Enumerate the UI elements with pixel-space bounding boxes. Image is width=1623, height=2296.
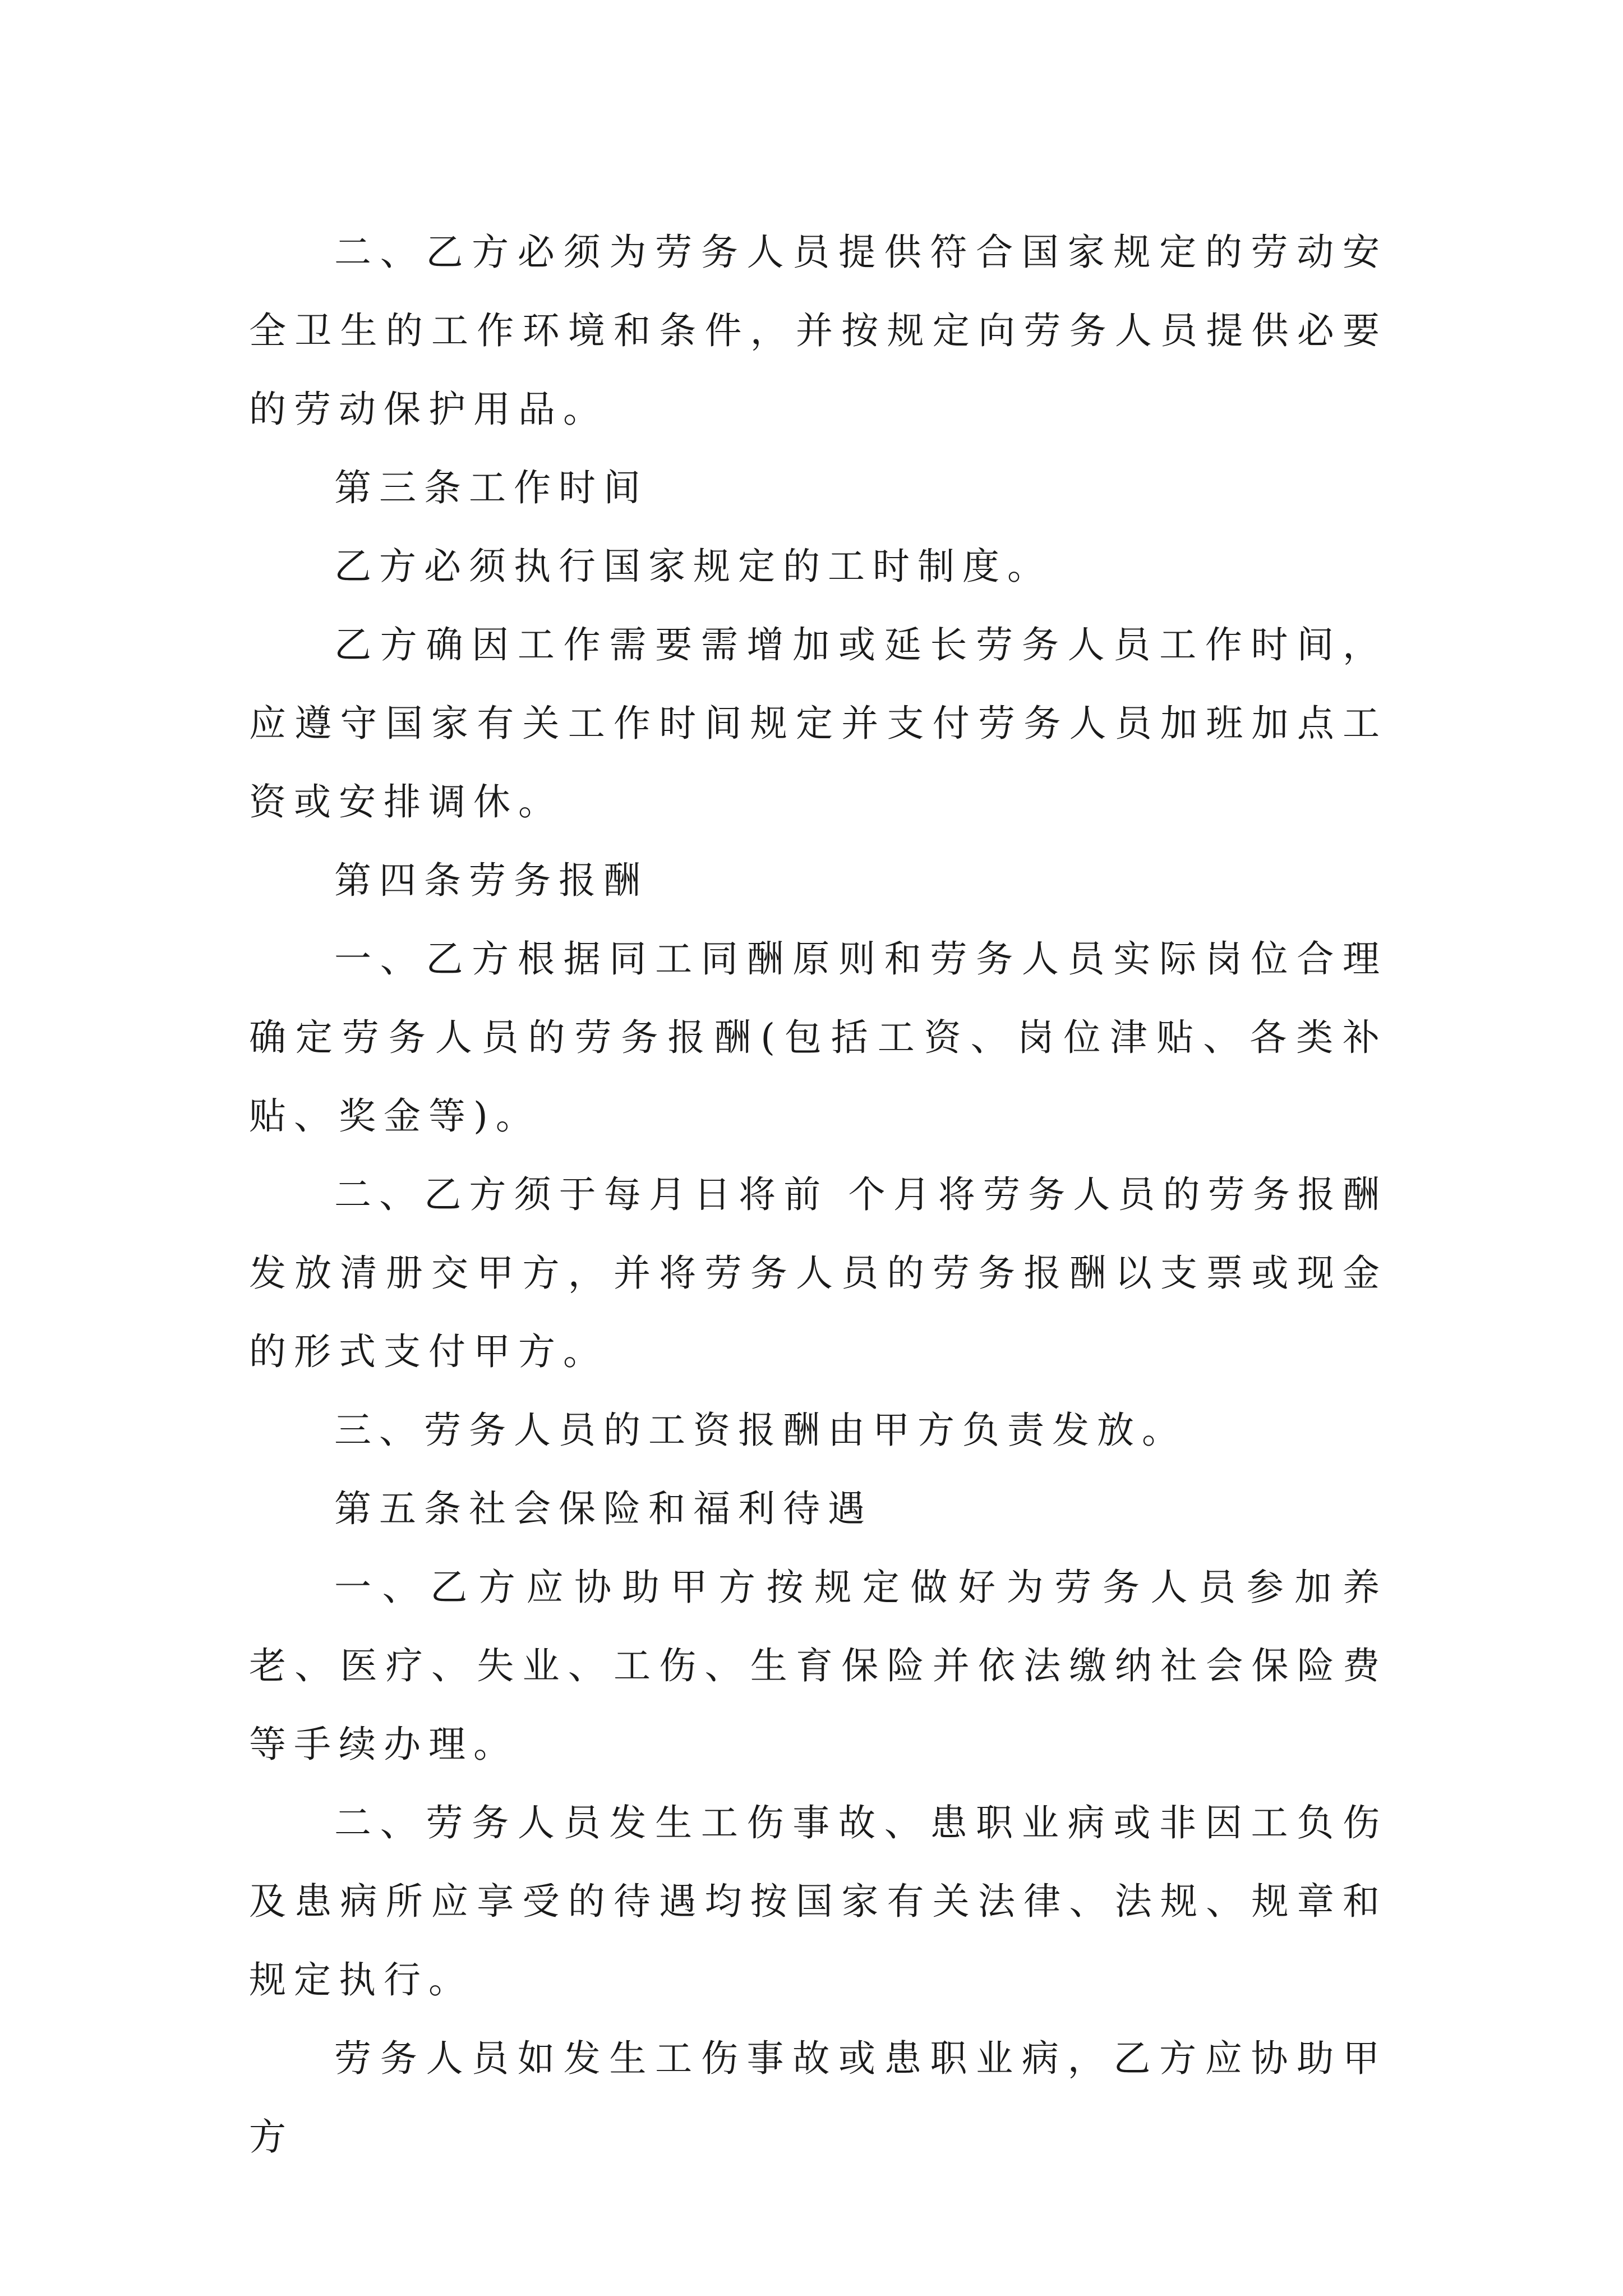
paragraph-insurance-2: 二、劳务人员发生工伤事故、患职业病或非因工负伤及患病所应享受的待遇均按国家有关法律、法规、规章和规定执行。	[249, 1801, 1387, 2001]
paragraph-working-hours: 乙方必须执行国家规定的工时制度。	[334, 545, 1052, 588]
heading-article-3: 第三条工作时间	[334, 466, 648, 509]
paragraph-insurance-1: 一、乙方应协助甲方按规定做好为劳务人员参加养老、医疗、失业、工伤、生育保险并依法缴纳社会保险费等手续办理。	[249, 1566, 1387, 1766]
paragraph-remuneration-1: 一、乙方根据同工同酬原则和劳务人员实际岗位合理确定劳务人员的劳务报酬(包括工资、岗位津贴、各类补贴、奖金等)。	[249, 937, 1387, 1138]
paragraph-remuneration-2: 二、乙方须于每月日将前 个月将劳务人员的劳务报酬发放清册交甲方，并将劳务人员的劳务报酬以支票或现金的形式支付甲方。	[249, 1173, 1387, 1373]
paragraph-safety-conditions: 二、乙方必须为劳务人员提供符合国家规定的劳动安全卫生的工作环境和条件，并按规定向劳务人员提供必要的劳动保护用品。	[249, 231, 1387, 431]
paragraph-overtime: 乙方确因工作需要需增加或延长劳务人员工作时间，应遵守国家有关工作时间规定并支付劳务人员加班加点工资或安排调休。	[249, 623, 1387, 823]
heading-article-4: 第四条劳务报酬	[334, 859, 648, 902]
heading-article-5: 第五条社会保险和福利待遇	[334, 1487, 873, 1530]
paragraph-work-injury: 劳务人员如发生工伤事故或患职业病，乙方应协助甲方	[249, 2037, 1387, 2159]
paragraph-remuneration-3: 三、劳务人员的工资报酬由甲方负责发放。	[334, 1409, 1187, 1452]
document-body	[249, 213, 1387, 2177]
